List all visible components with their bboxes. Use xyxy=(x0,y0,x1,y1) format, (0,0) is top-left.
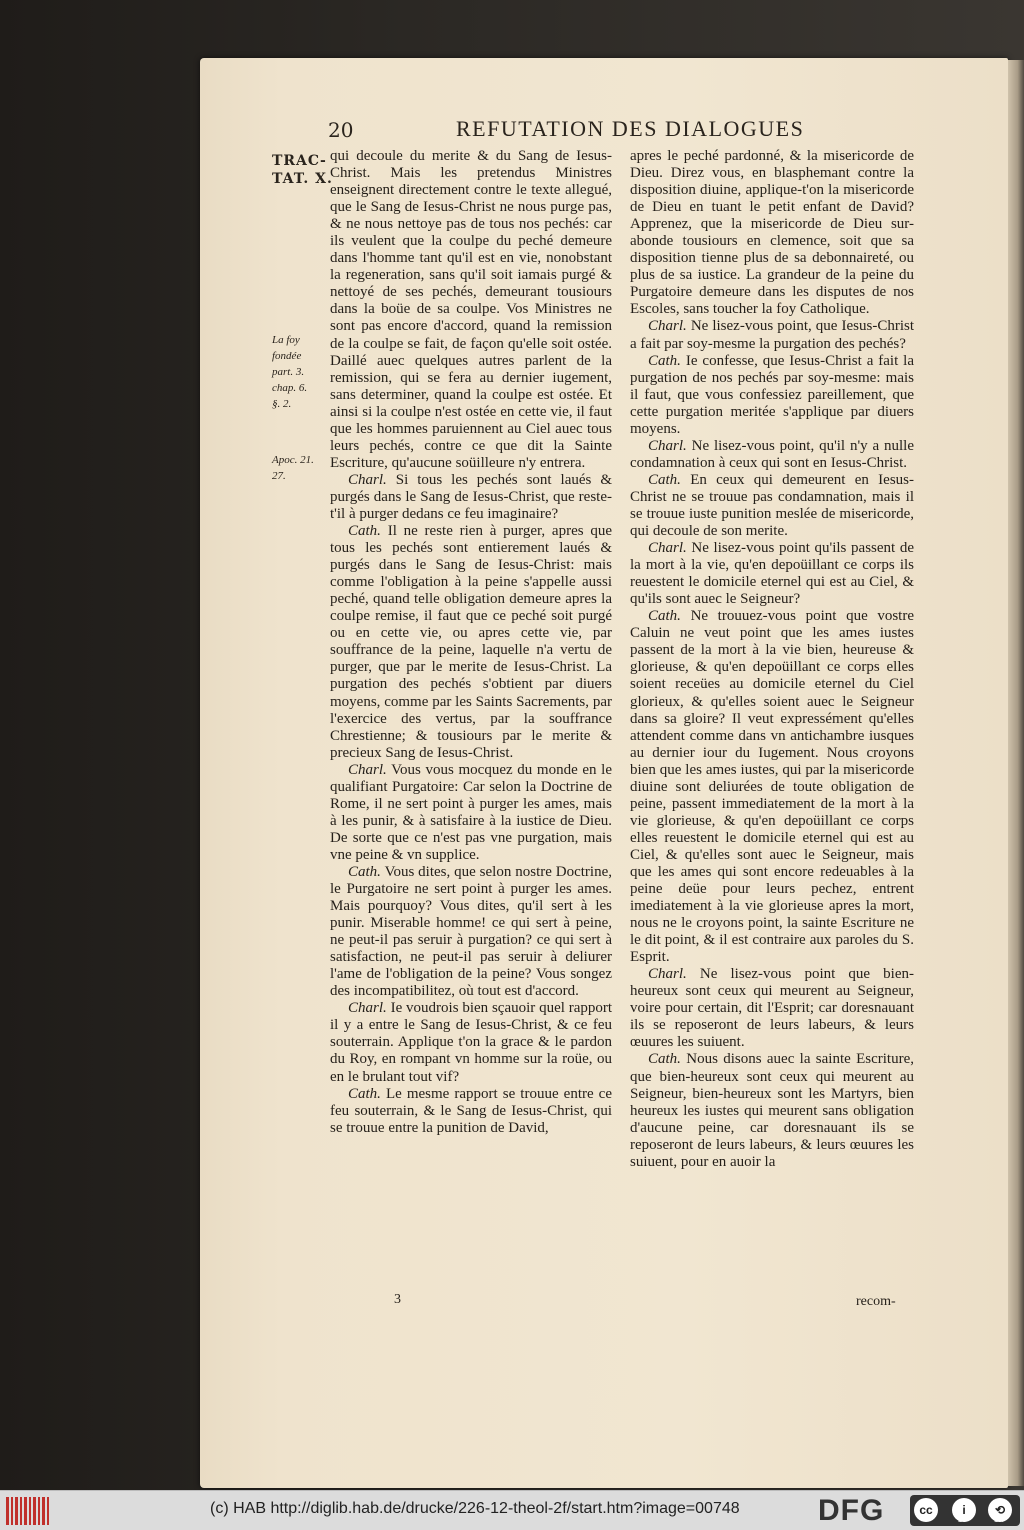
paragraph xyxy=(630,472,914,540)
paragraph-text: Ie confesse, que Iesus-Christ a fait la purgation de nos pechés par soy-mesme: mais il faut, que vous confessiez pareillement, que cette purgation meritée s'applique par diuers moyens. xyxy=(630,352,915,437)
library-barcode-icon xyxy=(6,1497,50,1525)
speaker-label: Cath. xyxy=(648,1051,681,1068)
paragraph-text: Ie voudrois bien sçauoir quel rapport il y a entre le Sang de Iesus-Christ, & ce feu souterrain. Applique t'on la grace & le pardon du Roy, en rompant vn homme sur la roüe, ou en le brulant tout vif? xyxy=(330,1000,613,1085)
paragraph xyxy=(330,148,612,472)
treatise-line-2: TAT. X. xyxy=(272,171,333,187)
paragraph-text: Ne lisez-vous point, qu'il n'y a nulle condamnation à ceux qui sont en Iesus-Christ. xyxy=(630,437,915,471)
margin-note-apocalypse xyxy=(272,452,314,484)
speaker-label: Charl. xyxy=(648,437,687,454)
cc-icon: cc xyxy=(914,1498,938,1522)
speaker-label: Charl. xyxy=(648,318,687,335)
viewer-footer xyxy=(0,1490,1024,1530)
speaker-label: Charl. xyxy=(648,966,687,983)
paragraph xyxy=(330,523,612,762)
speaker-label: Charl. xyxy=(648,540,687,557)
speaker-label: Cath. xyxy=(648,471,681,488)
paragraph xyxy=(330,1086,612,1137)
paragraph xyxy=(630,353,914,438)
left-text-column xyxy=(330,148,612,1137)
signature-mark: 3 xyxy=(394,1292,401,1307)
paragraph xyxy=(630,318,914,352)
license-by-label: BY xyxy=(958,1517,968,1524)
paragraph-text: Il ne reste rien à purger, apres que tous les pechés sont entierement laués & purgés dans le Sang de Iesus-Christ: mais comme l'obligation à la peine s'appelle aussi peché, quand telle obligation demeure apres la coulpe remise, il faut que ce peché soit purgé ou en cette vie, ou apres cette vie, par souffrance de la peine, laquelle n'a vertu de purger, que par le merite de Iesus-Christ. La purgation des pechés s'obtient par diuers moyens, comme par les Saints Sacrements, par l'exercice des vertus, par la souffrance Chrestienne; & tousiours par le merite & precieux Sang de Iesus-Christ. xyxy=(330,523,612,761)
paragraph xyxy=(630,1051,914,1170)
license-sa-label: SA xyxy=(994,1517,1004,1524)
margin-note-reference xyxy=(272,332,307,412)
speaker-label: Cath. xyxy=(348,1085,381,1102)
speaker-label: Cath. xyxy=(648,608,681,625)
paragraph-text: Ne lisez-vous point qu'ils passent de la mort à la vie, qu'en depoüillant ce corps ils reuestent le domicile eternel qui est au Ciel, & qu'ils sont auec le Seigneur? xyxy=(630,540,914,608)
paragraph-text: Nous disons auec la sainte Escriture, que bien-heureux sont ceux qui meurent au Seigneur, bien-heureux sont les Martyrs, bien heureux les iustes qui meurent sans obligation d'aucune peine, car doresnauant ils se reposeront de leurs labeurs, & leurs œuures les suiuent, pour en auoir la xyxy=(630,1051,914,1170)
speaker-label: Charl. xyxy=(348,471,387,488)
paragraph-text: Ne lisez-vous point que bien-heureux sont ceux qui meurent au Seigneur, voire pour certain, dit l'Esprit; car doresnauant ils se reposeront de leurs labeurs, & leurs œuures les suiuent. xyxy=(630,966,915,1051)
dfg-logo: DFG xyxy=(818,1494,885,1527)
running-title: REFUTATION DES DIALOGUES xyxy=(456,116,805,141)
speaker-label: Cath. xyxy=(348,863,381,880)
treatise-line-1: TRAC- xyxy=(272,153,327,169)
paragraph xyxy=(630,438,914,472)
right-text-column xyxy=(630,148,914,1171)
paragraph-text: Le mesme rapport se trouue entre ce feu souterrain, & le Sang de Iesus-Christ, qui se trouue entre la punition de David, xyxy=(330,1085,612,1136)
paragraph xyxy=(630,966,914,1051)
paragraph-text: Vous vous mocquez du monde en le qualifiant Purgatoire: Car selon la Doctrine de Rome, il ne sert point à purger les ames, mais à les punir, & à satisfaire à la iustice de Dieu. De sorte que ce n'est pas vne purgation, mais vne peine & vn supplice. xyxy=(330,761,612,863)
speaker-label: Cath. xyxy=(648,352,681,369)
speaker-label: Charl. xyxy=(348,1000,387,1017)
paragraph xyxy=(330,1000,612,1085)
paragraph xyxy=(330,472,612,523)
credit-link[interactable]: (c) HAB http://diglib.hab.de/drucke/226-12-theol-2f/start.htm?image=00748 xyxy=(210,1500,740,1517)
paragraph xyxy=(630,148,914,318)
margin-note-line: chap. 6. xyxy=(272,382,308,394)
margin-note-line: §. 2. xyxy=(272,398,292,410)
page-number: 20 xyxy=(328,118,354,142)
paragraph-text: apres le peché pardonné, & la misericorde de Dieu. Direz vous, en blasphemant contre la disposition diuine, applique-t'on la misericorde de Dieu en tuant le petit enfant de David? Apprenez, que la misericorde de Dieu sur-abonde tousiours en clemence, soit que sa disposition tienne plus de sa debonnaireté, ou plus de sa iustice. La grandeur de la peine du Purgatoire demeure dans les disputes de nos Escoles, sans toucher la foy Catholique. xyxy=(630,148,914,318)
paragraph-text: Vous dites, que selon nostre Doctrine, le Purgatoire ne sert point à purger les ames. Mais pourquoy? Vous dites, qu'il sert à les punir. Miserable homme! ce qui sert à peine, ne peut-il pas seruir à purgation? ce qui sert à satisfaction, ne peut-il pas seruir à deliurer l'ame de l'obligation de la peine? Vous songez des incompatibilitez, où tout est d'accord. xyxy=(330,863,612,1000)
paragraph xyxy=(330,864,612,1000)
paragraph-text: En ceux qui demeurent en Iesus-Christ ne se trouue pas condamnation, mais il se trouue iuste punition meslée de misericorde, qui decoule de son merite. xyxy=(630,471,915,540)
paragraph xyxy=(330,762,612,864)
margin-note-line: La foy xyxy=(272,334,300,346)
margin-note-line: part. 3. xyxy=(272,366,305,378)
paragraph xyxy=(630,608,914,966)
paragraph-text: Si tous les pechés sont laués & purgés dans le Sang de Iesus-Christ, que reste-t'il à purger dedans ce feu imaginaire? xyxy=(330,471,613,522)
margin-note-line: Apoc. 21. xyxy=(272,454,314,466)
paragraph-text: qui decoule du merite & du Sang de Iesus-Christ. Mais les pretendus Ministres enseignent directement contre le texte allegué, que le Sang de Iesus-Christ ne nous purge pas, & ne nous nettoye pas de tous nos pechés: car ils veulent que la coulpe du peché demeure dans l'homme tant qu'il est en vie, nonobstant la regeneration, sans qu'il soit iamais purgé & nettoyé de ses pechés, demeurant tousiours dans la boüe de sa coulpe. Vos Ministres ne sont pas encore d'accord, quand la remission de la coulpe se fait, de façon qu'elle soit ostée. Daillé auec quelques autres parlent de la remission, qui se fera au dernier iugement, sans determiner, quand la coulpe est ostée. Et ainsi si la coulpe n'est ostée en cette vie, il faut que les hommes paruiennent au Ciel auec tous leurs pechés, contre ce que dit la Sainte Escriture, qu'aucune soüilleure n'y entrera. xyxy=(330,148,612,471)
paragraph-text: Ne trouuez-vous point que vostre Caluin ne veut point que les ames iustes passent de la mort à la vie bien, heureuse & glorieuse, & qu'en depoüillant ce corps elles soient receües au domicile eternel du Ciel glorieux, & qu'elles soient auec le Seigneur dans sa gloire? Il veut expressément qu'elles attendent comme dans vn antichambre iusques au dernier iour du Iugement. Nous croyons bien que les ames iustes, qui par la misericorde diuine sont deliurées de toute obligation de peine, passent immediatement de la mort à la vie glorieuse, & qu'en depoüillant ce corps elles reuestent le domicile eternel qui est au Ciel, & qu'elles sont auec le Seigneur, mais que les ames qui sont encore redeuables à la peine deüe pour leurs pechez, entrent imediatement à la vie glorieuse apres la mort, nous ne le croyons point, la sainte Escriture ne le dit point, & il est contraire aux paroles du S. Esprit. xyxy=(630,608,915,966)
margin-note-line: 27. xyxy=(272,470,286,482)
treatise-marker xyxy=(272,152,333,188)
cc-license-badge[interactable] xyxy=(910,1495,1020,1526)
attribution-icon: i xyxy=(952,1498,976,1522)
page-header xyxy=(328,116,928,146)
catchword: recom- xyxy=(856,1294,896,1309)
speaker-label: Cath. xyxy=(348,523,381,540)
share-alike-icon: ⟲ xyxy=(988,1498,1012,1522)
paragraph xyxy=(630,540,914,608)
page-edge xyxy=(1008,60,1024,1486)
margin-note-line: fondée xyxy=(272,350,302,362)
speaker-label: Charl. xyxy=(348,761,387,778)
paragraph-text: Ne lisez-vous point, que Iesus-Christ a fait par soy-mesme la purgation des pechés? xyxy=(630,318,914,352)
